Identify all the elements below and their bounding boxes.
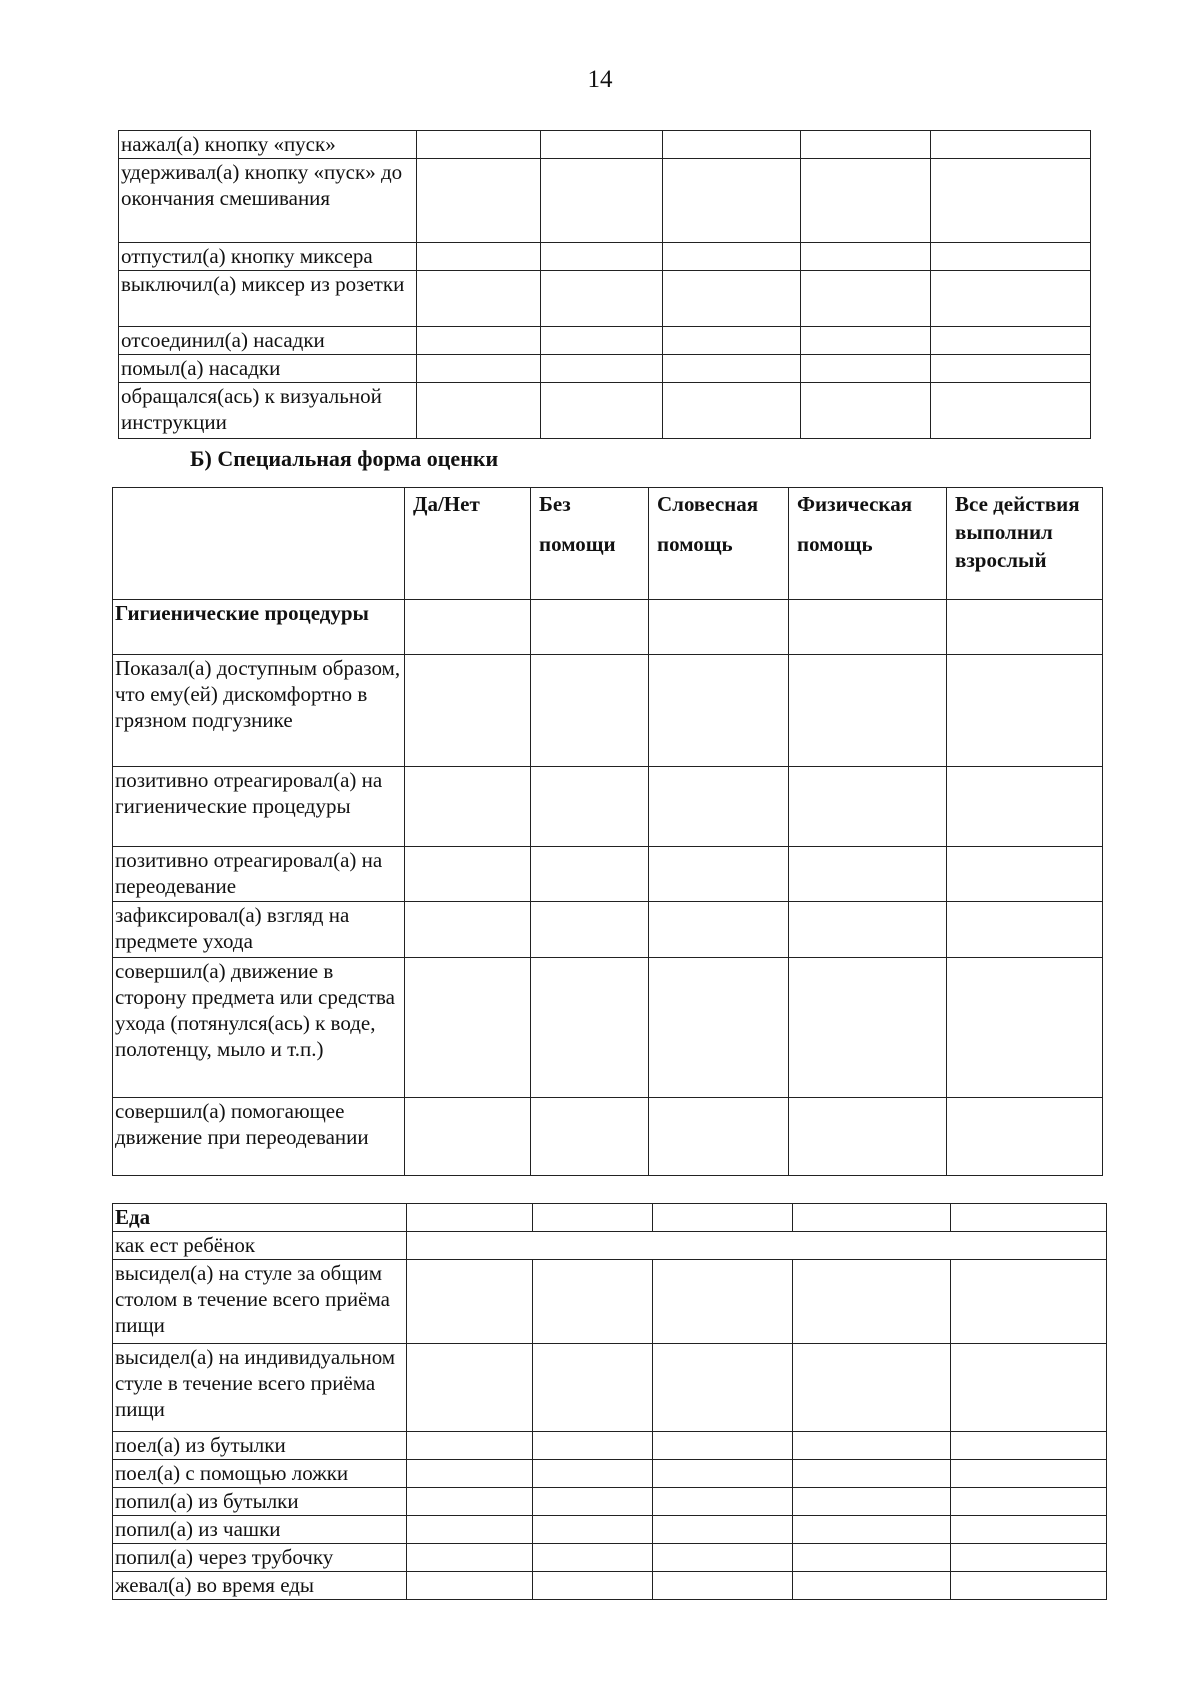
answer-cell[interactable] bbox=[541, 131, 663, 159]
answer-cell[interactable] bbox=[663, 383, 801, 439]
answer-cell[interactable] bbox=[663, 159, 801, 243]
table-row bbox=[113, 655, 1103, 767]
row-label: совершил(а) движение в сторону предмета или средства ухода (потянулся(ась) к воде, полотенцу, мыло и т.п.) bbox=[113, 958, 405, 1098]
answer-cell[interactable] bbox=[947, 767, 1103, 847]
assessment-table-a bbox=[118, 130, 1091, 439]
answer-cell[interactable] bbox=[947, 847, 1103, 902]
answer-cell[interactable] bbox=[801, 131, 931, 159]
answer-cell[interactable] bbox=[533, 1204, 653, 1232]
header-no-help bbox=[531, 488, 649, 600]
row-label: жевал(а) во время еды bbox=[113, 1572, 407, 1600]
answer-cell[interactable] bbox=[793, 1204, 951, 1232]
row-label: позитивно отреагировал(а) на переодевание bbox=[113, 847, 405, 902]
answer-cell[interactable] bbox=[951, 1572, 1107, 1600]
answer-cell[interactable] bbox=[789, 600, 947, 655]
answer-cell[interactable] bbox=[417, 271, 541, 327]
answer-cell[interactable] bbox=[533, 1488, 653, 1516]
answer-cell[interactable] bbox=[931, 383, 1091, 439]
answer-cell[interactable] bbox=[531, 600, 649, 655]
row-label: Показал(а) доступным образом, что ему(ей) дискомфортно в грязном подгузнике bbox=[113, 655, 405, 767]
table-row bbox=[119, 131, 1091, 159]
answer-cell[interactable] bbox=[951, 1432, 1107, 1460]
answer-cell[interactable] bbox=[541, 159, 663, 243]
row-label: попил(а) из бутылки bbox=[113, 1488, 407, 1516]
row-label: попил(а) через трубочку bbox=[113, 1544, 407, 1572]
answer-cell[interactable] bbox=[649, 655, 789, 767]
answer-cell[interactable] bbox=[789, 767, 947, 847]
answer-cell[interactable] bbox=[947, 1098, 1103, 1176]
table-row bbox=[113, 1544, 1107, 1572]
answer-cell[interactable] bbox=[531, 847, 649, 902]
answer-cell[interactable] bbox=[793, 1544, 951, 1572]
answer-cell[interactable] bbox=[947, 600, 1103, 655]
answer-cell[interactable] bbox=[405, 600, 531, 655]
row-label: отпустил(а) кнопку миксера bbox=[119, 243, 417, 271]
header-text: Словесная bbox=[657, 492, 759, 516]
section-heading-row bbox=[113, 1204, 1107, 1232]
section-heading-row bbox=[113, 600, 1103, 655]
row-label: обращался(ась) к визуальной инструкции bbox=[119, 383, 417, 439]
answer-cell[interactable] bbox=[801, 383, 931, 439]
header-empty-cell bbox=[113, 488, 405, 600]
table-row bbox=[119, 271, 1091, 327]
header-text: помощь bbox=[657, 532, 733, 556]
answer-cell[interactable] bbox=[533, 1544, 653, 1572]
answer-cell[interactable] bbox=[653, 1260, 793, 1344]
answer-cell[interactable] bbox=[931, 327, 1091, 355]
answer-cell[interactable] bbox=[663, 131, 801, 159]
answer-cell[interactable] bbox=[947, 958, 1103, 1098]
answer-cell[interactable] bbox=[789, 902, 947, 958]
answer-cell[interactable] bbox=[533, 1516, 653, 1544]
table-row bbox=[119, 159, 1091, 243]
answer-cell[interactable] bbox=[649, 847, 789, 902]
answer-cell[interactable] bbox=[407, 1516, 533, 1544]
answer-cell[interactable] bbox=[533, 1572, 653, 1600]
answer-cell[interactable] bbox=[653, 1344, 793, 1432]
answer-cell[interactable] bbox=[793, 1516, 951, 1544]
table-row bbox=[113, 1460, 1107, 1488]
table-row bbox=[113, 1344, 1107, 1432]
answer-cell[interactable] bbox=[663, 243, 801, 271]
hygiene-heading: Гигиенические процедуры bbox=[113, 600, 405, 655]
answer-cell[interactable] bbox=[533, 1344, 653, 1432]
answer-cell[interactable] bbox=[793, 1572, 951, 1600]
answer-cell[interactable] bbox=[801, 327, 931, 355]
answer-cell[interactable] bbox=[931, 355, 1091, 383]
answer-cell[interactable] bbox=[533, 1260, 653, 1344]
answer-cell[interactable] bbox=[407, 1460, 533, 1488]
answer-cell[interactable] bbox=[541, 327, 663, 355]
header-verbal-help bbox=[649, 488, 789, 600]
answer-cell[interactable] bbox=[407, 1572, 533, 1600]
header-yes-no: Да/Нет bbox=[405, 488, 531, 600]
section-title: Б) Специальная форма оценки bbox=[190, 446, 499, 471]
answer-cell[interactable] bbox=[533, 1460, 653, 1488]
answer-cell[interactable] bbox=[405, 1098, 531, 1176]
answer-cell[interactable] bbox=[801, 271, 931, 327]
row-label: помыл(а) насадки bbox=[119, 355, 417, 383]
answer-cell[interactable] bbox=[793, 1460, 951, 1488]
row-label: удерживал(а) кнопку «пуск» до окончания смешивания bbox=[119, 159, 417, 243]
table-row bbox=[113, 1516, 1107, 1544]
table-row bbox=[113, 1432, 1107, 1460]
answer-cell[interactable] bbox=[653, 1488, 793, 1516]
answer-cell[interactable] bbox=[405, 847, 531, 902]
answer-cell[interactable] bbox=[663, 355, 801, 383]
answer-cell[interactable] bbox=[663, 271, 801, 327]
answer-cell[interactable] bbox=[407, 1260, 533, 1344]
page-number: 14 bbox=[587, 66, 613, 93]
answer-cell[interactable] bbox=[951, 1544, 1107, 1572]
row-label: выключил(а) миксер из розетки bbox=[119, 271, 417, 327]
row-label: позитивно отреагировал(а) на гигиенические процедуры bbox=[113, 767, 405, 847]
answer-cell[interactable] bbox=[541, 271, 663, 327]
merged-cell bbox=[407, 1232, 1107, 1260]
row-label: совершил(а) помогающее движение при переодевании bbox=[113, 1098, 405, 1176]
answer-cell[interactable] bbox=[531, 1098, 649, 1176]
answer-cell[interactable] bbox=[417, 327, 541, 355]
header-row bbox=[113, 488, 1103, 600]
header-text: Без bbox=[539, 492, 571, 516]
answer-cell[interactable] bbox=[951, 1516, 1107, 1544]
row-label: отсоединил(а) насадки bbox=[119, 327, 417, 355]
table-row bbox=[113, 1098, 1103, 1176]
answer-cell[interactable] bbox=[531, 902, 649, 958]
header-text: помощь bbox=[797, 532, 873, 556]
answer-cell[interactable] bbox=[417, 131, 541, 159]
answer-cell[interactable] bbox=[931, 159, 1091, 243]
answer-cell[interactable] bbox=[653, 1572, 793, 1600]
answer-cell[interactable] bbox=[541, 383, 663, 439]
answer-cell[interactable] bbox=[951, 1488, 1107, 1516]
table-row bbox=[113, 767, 1103, 847]
answer-cell[interactable] bbox=[947, 902, 1103, 958]
answer-cell[interactable] bbox=[649, 767, 789, 847]
answer-cell[interactable] bbox=[789, 958, 947, 1098]
table-row bbox=[119, 327, 1091, 355]
answer-cell[interactable] bbox=[793, 1344, 951, 1432]
answer-cell[interactable] bbox=[951, 1460, 1107, 1488]
table-row bbox=[119, 243, 1091, 271]
header-text: Физическая bbox=[797, 492, 913, 516]
table-row bbox=[119, 383, 1091, 439]
answer-cell[interactable] bbox=[417, 355, 541, 383]
answer-cell[interactable] bbox=[801, 159, 931, 243]
answer-cell[interactable] bbox=[417, 159, 541, 243]
answer-cell[interactable] bbox=[417, 383, 541, 439]
answer-cell[interactable] bbox=[649, 600, 789, 655]
row-label: высидел(а) на стуле за общим столом в течение всего приёма пищи bbox=[113, 1260, 407, 1344]
header-text: помощи bbox=[539, 532, 616, 556]
row-label: поел(а) из бутылки bbox=[113, 1432, 407, 1460]
answer-cell[interactable] bbox=[793, 1260, 951, 1344]
answer-cell[interactable] bbox=[649, 958, 789, 1098]
answer-cell[interactable] bbox=[531, 655, 649, 767]
food-subheading: как ест ребёнок bbox=[113, 1232, 407, 1260]
table-row bbox=[113, 847, 1103, 902]
answer-cell[interactable] bbox=[405, 958, 531, 1098]
answer-cell[interactable] bbox=[951, 1344, 1107, 1432]
table-row bbox=[113, 902, 1103, 958]
table-row bbox=[113, 1572, 1107, 1600]
answer-cell[interactable] bbox=[793, 1488, 951, 1516]
row-label: зафиксировал(а) взгляд на предмете ухода bbox=[113, 902, 405, 958]
row-label: попил(а) из чашки bbox=[113, 1516, 407, 1544]
answer-cell[interactable] bbox=[931, 271, 1091, 327]
table-row bbox=[119, 355, 1091, 383]
answer-cell[interactable] bbox=[653, 1204, 793, 1232]
answer-cell[interactable] bbox=[931, 243, 1091, 271]
food-heading: Еда bbox=[113, 1204, 407, 1232]
answer-cell[interactable] bbox=[407, 1544, 533, 1572]
answer-cell[interactable] bbox=[405, 902, 531, 958]
answer-cell[interactable] bbox=[653, 1516, 793, 1544]
answer-cell[interactable] bbox=[531, 767, 649, 847]
answer-cell[interactable] bbox=[801, 355, 931, 383]
assessment-table-b bbox=[112, 487, 1103, 1176]
answer-cell[interactable] bbox=[789, 847, 947, 902]
header-adult-did-all: Все действия выполнил взрослый bbox=[947, 488, 1103, 600]
answer-cell[interactable] bbox=[931, 131, 1091, 159]
row-label: высидел(а) на индивидуальном стуле в течение всего приёма пищи bbox=[113, 1344, 407, 1432]
answer-cell[interactable] bbox=[649, 902, 789, 958]
answer-cell[interactable] bbox=[951, 1260, 1107, 1344]
answer-cell[interactable] bbox=[947, 655, 1103, 767]
answer-cell[interactable] bbox=[531, 958, 649, 1098]
answer-cell[interactable] bbox=[951, 1204, 1107, 1232]
answer-cell[interactable] bbox=[417, 243, 541, 271]
answer-cell[interactable] bbox=[653, 1544, 793, 1572]
answer-cell[interactable] bbox=[407, 1204, 533, 1232]
table-row bbox=[113, 1488, 1107, 1516]
answer-cell[interactable] bbox=[533, 1432, 653, 1460]
assessment-table-food bbox=[112, 1203, 1107, 1600]
row-label: поел(а) с помощью ложки bbox=[113, 1460, 407, 1488]
answer-cell[interactable] bbox=[653, 1460, 793, 1488]
answer-cell[interactable] bbox=[793, 1432, 951, 1460]
answer-cell[interactable] bbox=[541, 243, 663, 271]
answer-cell[interactable] bbox=[653, 1432, 793, 1460]
answer-cell[interactable] bbox=[407, 1344, 533, 1432]
table-row bbox=[113, 958, 1103, 1098]
answer-cell[interactable] bbox=[405, 767, 531, 847]
answer-cell[interactable] bbox=[407, 1432, 533, 1460]
answer-cell[interactable] bbox=[405, 655, 531, 767]
answer-cell[interactable] bbox=[801, 243, 931, 271]
answer-cell[interactable] bbox=[649, 1098, 789, 1176]
table-row bbox=[113, 1260, 1107, 1344]
answer-cell[interactable] bbox=[407, 1488, 533, 1516]
header-physical-help bbox=[789, 488, 947, 600]
answer-cell[interactable] bbox=[789, 655, 947, 767]
answer-cell[interactable] bbox=[789, 1098, 947, 1176]
answer-cell[interactable] bbox=[663, 327, 801, 355]
answer-cell[interactable] bbox=[541, 355, 663, 383]
row-label: нажал(а) кнопку «пуск» bbox=[119, 131, 417, 159]
table-subheading-row bbox=[113, 1232, 1107, 1260]
